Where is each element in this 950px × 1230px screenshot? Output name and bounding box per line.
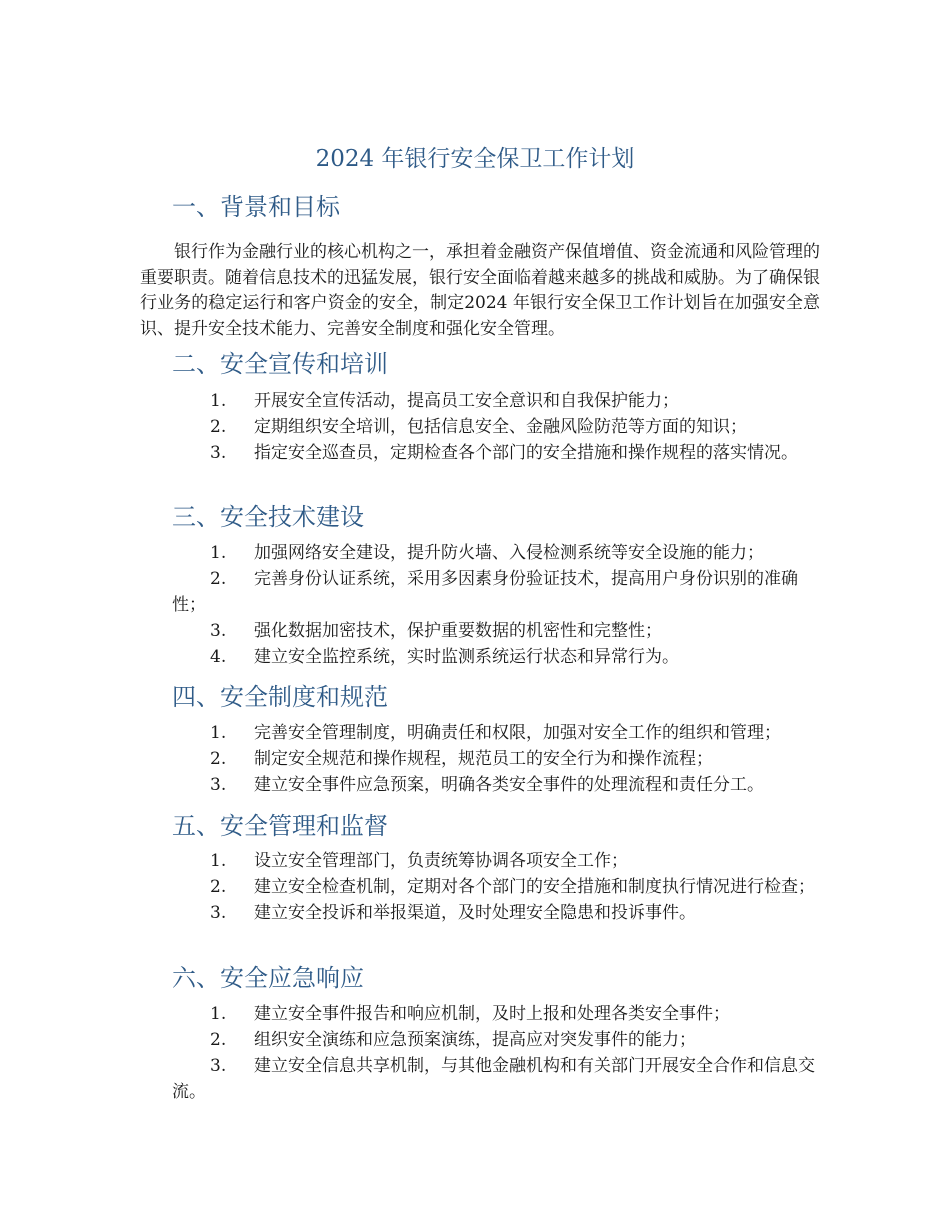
list-item-text: 建立安全投诉和举报渠道，及时处理安全隐患和投诉事件。: [254, 903, 696, 923]
regulations-list: [172, 720, 820, 798]
list-item: [172, 440, 820, 466]
section-heading-background: 一、背景和目标: [172, 193, 340, 221]
list-item: [172, 746, 820, 772]
list-item: [172, 874, 820, 900]
list-item-number: 3.: [210, 1056, 227, 1076]
list-item-text: 完善身份认证系统，采用多因素身份验证技术，提高用户身份识别的准确性；: [172, 569, 798, 615]
section-heading-training: 二、安全宣传和培训: [172, 350, 388, 378]
list-item-number: 2.: [210, 877, 227, 897]
list-item-text: 强化数据加密技术，保护重要数据的机密性和完整性；: [254, 621, 662, 641]
list-item: [172, 644, 820, 670]
list-item: [172, 540, 820, 566]
list-item: [172, 388, 820, 414]
list-item-text: 建立安全检查机制，定期对各个部门的安全措施和制度执行情况进行检查；: [254, 877, 815, 897]
list-item-number: 1.: [210, 543, 227, 563]
list-item-number: 4.: [210, 647, 227, 667]
list-item: [172, 848, 820, 874]
list-item: [172, 566, 820, 618]
list-item: [172, 720, 820, 746]
document-title: 2024 年银行安全保卫工作计划: [315, 146, 635, 172]
list-item-number: 3.: [210, 443, 227, 463]
list-item-text: 组织安全演练和应急预案演练，提高应对突发事件的能力；: [254, 1030, 696, 1050]
list-item: [172, 772, 820, 798]
list-item-number: 1.: [210, 851, 227, 871]
section-heading-regulations: 四、安全制度和规范: [172, 683, 388, 711]
list-item-text: 加强网络安全建设，提升防火墙、入侵检测系统等安全设施的能力；: [254, 543, 764, 563]
list-item-text: 建立安全事件报告和响应机制，及时上报和处理各类安全事件；: [254, 1004, 730, 1024]
list-item-number: 3.: [210, 621, 227, 641]
training-list: [172, 388, 820, 466]
emergency-list: [172, 1001, 820, 1105]
list-item-number: 1.: [210, 1004, 227, 1024]
list-item: [172, 900, 820, 926]
list-item-number: 1.: [210, 391, 227, 411]
list-item-text: 设立安全管理部门，负责统筹协调各项安全工作；: [254, 851, 628, 871]
list-item-text: 指定安全巡查员，定期检查各个部门的安全措施和操作规程的落实情况。: [254, 443, 798, 463]
technology-list: [172, 540, 820, 670]
list-item-number: 2.: [210, 749, 227, 769]
section-heading-emergency: 六、安全应急响应: [172, 964, 364, 992]
list-item-text: 定期组织安全培训，包括信息安全、金融风险防范等方面的知识；: [254, 417, 747, 437]
list-item-text: 建立安全监控系统，实时监测系统运行状态和异常行为。: [254, 647, 679, 667]
background-paragraph: 银行作为金融行业的核心机构之一，承担着金融资产保值增值、资金流通和风险管理的重要职责。随着信息技术的迅猛发展，银行安全面临着越来越多的挑战和威胁。为了确保银行业务的稳定运行和客户资金的安全，制定2024 年银行安全保卫工作计划旨在加强安全意识、提升安全技术能力、完善安全制度和强化安全管理。: [140, 242, 820, 339]
list-item-number: 2.: [210, 569, 227, 589]
list-item-number: 1.: [210, 723, 227, 743]
list-item-number: 2.: [210, 417, 227, 437]
list-item: [172, 1027, 820, 1053]
list-item-number: 3.: [210, 775, 227, 795]
list-item-text: 完善安全管理制度，明确责任和权限，加强对安全工作的组织和管理；: [254, 723, 781, 743]
list-item-text: 建立安全事件应急预案，明确各类安全事件的处理流程和责任分工。: [254, 775, 764, 795]
list-item: [172, 1001, 820, 1027]
management-list: [172, 848, 820, 926]
list-item: [172, 1053, 820, 1105]
section-heading-management: 五、安全管理和监督: [172, 812, 388, 840]
list-item-text: 开展安全宣传活动，提高员工安全意识和自我保护能力；: [254, 391, 679, 411]
section-heading-technology: 三、安全技术建设: [172, 503, 364, 531]
list-item-number: 3.: [210, 903, 227, 923]
list-item-text: 制定安全规范和操作规程，规范员工的安全行为和操作流程；: [254, 749, 713, 769]
list-item: [172, 618, 820, 644]
list-item: [172, 414, 820, 440]
list-item-number: 2.: [210, 1030, 227, 1050]
list-item-text: 建立安全信息共享机制，与其他金融机构和有关部门开展安全合作和信息交流。: [172, 1056, 815, 1102]
